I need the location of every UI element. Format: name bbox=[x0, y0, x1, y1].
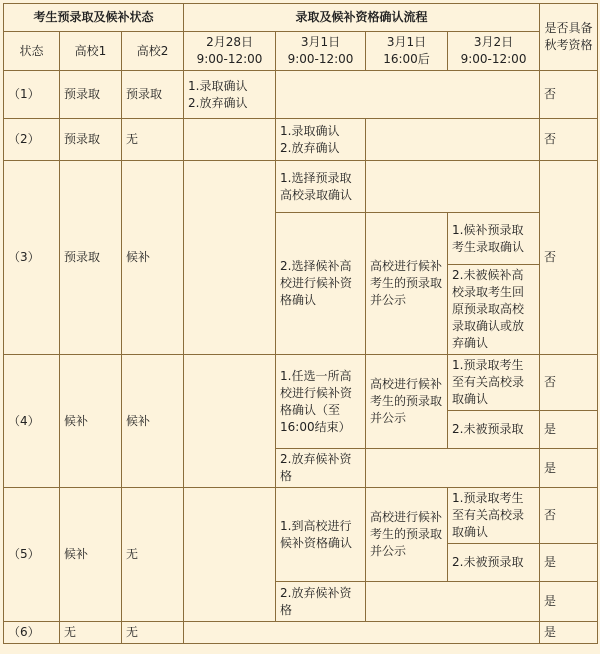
row6-status: （6） bbox=[4, 622, 60, 644]
time-label: 9:00-12:00 bbox=[460, 52, 527, 66]
row6-school1: 无 bbox=[60, 622, 122, 644]
row5-empty-feb28 bbox=[184, 488, 276, 622]
row3-eligible: 否 bbox=[540, 161, 598, 355]
row3-mar2-fallback: 2.未被候补高校录取考生回原预录取高校录取确认或放弃确认 bbox=[448, 265, 540, 355]
autumn-eligible-header: 是否具备秋考资格 bbox=[540, 4, 598, 71]
row2-eligible: 否 bbox=[540, 119, 598, 161]
time-label: 9:00-12:00 bbox=[287, 52, 354, 66]
row4-mar1am-give-up: 2.放弃候补资格 bbox=[276, 449, 366, 488]
row3-school2: 候补 bbox=[122, 161, 184, 355]
row1-eligible: 否 bbox=[540, 71, 598, 119]
row5-mar1pm-publish: 高校进行候补考生的预录取并公示 bbox=[366, 488, 448, 582]
row4-eligible-b: 是 bbox=[540, 411, 598, 449]
row4-mar1am-choose: 1.任选一所高校进行候补资格确认（至16:00结束） bbox=[276, 355, 366, 449]
date-label: 3月1日 bbox=[386, 35, 427, 49]
row1-feb28-steps bbox=[184, 71, 276, 119]
status-group-header: 考生预录取及候补状态 bbox=[4, 4, 184, 32]
col-status-header: 状态 bbox=[4, 32, 60, 71]
row5-status: （5） bbox=[4, 488, 60, 622]
row5-mar2-confirm: 1.预录取考生至有关高校录取确认 bbox=[448, 488, 540, 544]
step-item: 1.录取确认 bbox=[188, 78, 248, 93]
row6-eligible: 是 bbox=[540, 622, 598, 644]
row1-empty-process bbox=[276, 71, 540, 119]
row5-mar2-not-admitted: 2.未被预录取 bbox=[448, 544, 540, 582]
process-group-header: 录取及候补资格确认流程 bbox=[184, 4, 540, 32]
row4-empty-bottom bbox=[366, 449, 540, 488]
row5-school2: 无 bbox=[122, 488, 184, 622]
step-item: 2.放弃确认 bbox=[280, 140, 340, 155]
admission-process-table bbox=[3, 3, 598, 644]
row3-mar1am-choose-alt: 2.选择候补高校进行候补资格确认 bbox=[276, 213, 366, 355]
row4-mar2-not-admitted: 2.未被预录取 bbox=[448, 411, 540, 449]
row5-eligible-c: 是 bbox=[540, 582, 598, 622]
row4-school1: 候补 bbox=[60, 355, 122, 488]
row3-status: （3） bbox=[4, 161, 60, 355]
row4-mar1pm-publish: 高校进行候补考生的预录取并公示 bbox=[366, 355, 448, 449]
row4-mar2-confirm: 1.预录取考生至有关高校录取确认 bbox=[448, 355, 540, 411]
time-label: 16:00后 bbox=[383, 52, 430, 66]
row1-status: （1） bbox=[4, 71, 60, 119]
row4-eligible-a: 否 bbox=[540, 355, 598, 411]
row2-school2: 无 bbox=[122, 119, 184, 161]
row4-empty-feb28 bbox=[184, 355, 276, 488]
row2-empty-process bbox=[366, 119, 540, 161]
row5-eligible-a: 否 bbox=[540, 488, 598, 544]
row1-school1: 预录取 bbox=[60, 71, 122, 119]
row3-empty-top bbox=[366, 161, 540, 213]
row2-empty-feb28 bbox=[184, 119, 276, 161]
step-item: 2.放弃确认 bbox=[188, 95, 248, 110]
time-label: 9:00-12:00 bbox=[196, 52, 263, 66]
row3-mar2-confirm: 1.候补预录取考生录取确认 bbox=[448, 213, 540, 265]
date-header-mar2 bbox=[448, 32, 540, 71]
col-school2-header: 高校2 bbox=[122, 32, 184, 71]
row1-school2: 预录取 bbox=[122, 71, 184, 119]
row5-mar1am-confirm: 1.到高校进行候补资格确认 bbox=[276, 488, 366, 582]
date-header-feb28 bbox=[184, 32, 276, 71]
date-label: 2月28日 bbox=[206, 35, 253, 49]
row2-mar1am-steps bbox=[276, 119, 366, 161]
date-label: 3月1日 bbox=[300, 35, 341, 49]
row6-school2: 无 bbox=[122, 622, 184, 644]
row3-mar1pm-publish: 高校进行候补考生的预录取并公示 bbox=[366, 213, 448, 355]
row3-mar1am-choose-pre: 1.选择预录取高校录取确认 bbox=[276, 161, 366, 213]
row2-school1: 预录取 bbox=[60, 119, 122, 161]
row4-status: （4） bbox=[4, 355, 60, 488]
row5-school1: 候补 bbox=[60, 488, 122, 622]
date-header-mar1-am bbox=[276, 32, 366, 71]
step-item: 1.录取确认 bbox=[280, 123, 340, 138]
row4-eligible-c: 是 bbox=[540, 449, 598, 488]
date-header-mar1-pm bbox=[366, 32, 448, 71]
row5-mar1am-give-up: 2.放弃候补资格 bbox=[276, 582, 366, 622]
row6-empty-process bbox=[184, 622, 540, 644]
row3-school1: 预录取 bbox=[60, 161, 122, 355]
row3-empty-feb28 bbox=[184, 161, 276, 355]
date-label: 3月2日 bbox=[473, 35, 514, 49]
col-school1-header: 高校1 bbox=[60, 32, 122, 71]
row5-eligible-b: 是 bbox=[540, 544, 598, 582]
row5-empty-bottom bbox=[366, 582, 540, 622]
row4-school2: 候补 bbox=[122, 355, 184, 488]
row2-status: （2） bbox=[4, 119, 60, 161]
